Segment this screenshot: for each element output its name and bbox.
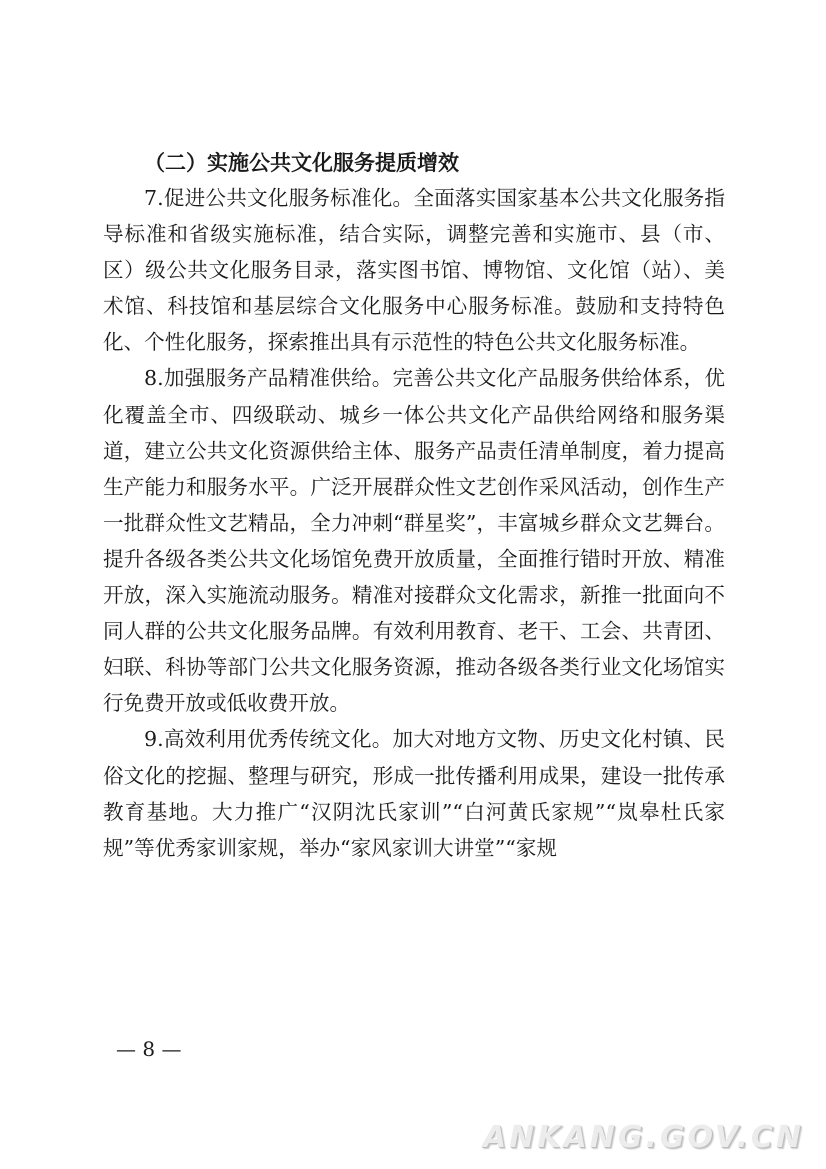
paragraph-7: 7.促进公共文化服务标准化。全面落实国家基本公共文化服务指导标准和省级实施标准，结合实际，调整完善和实施市、县（市、区）级公共文化服务目录，落实图书馆、博物馆、文化馆（站）、美术馆、科技馆和基层综合文化服务中心服务标准。鼓励和支持特色化、个性化服务，探索推出具有示范性的特色公共文化服务标准。 xyxy=(103,186,725,355)
paragraph-9: 9.高效利用优秀传统文化。加大对地方文物、历史文化村镇、民俗文化的挖掘、整理与研究，形成一批传播利用成果，建设一批传承教育基地。大力推广“汉阴沈氏家训”“白河黄氏家规”“岚皋杜氏家规”等优秀家训家规，举办“家风家训大讲堂”“家规 xyxy=(103,727,725,860)
document-body xyxy=(103,146,725,866)
site-watermark: ANKANG.GOV.CN xyxy=(482,1120,804,1155)
paragraph-8: 8.加强服务产品精准供给。完善公共文化产品服务供给体系，优化覆盖全市、四级联动、城乡一体公共文化产品供给网络和服务渠道，建立公共文化资源供给主体、服务产品责任清单制度，着力提高生产能力和服务水平。广泛开展群众性文艺创作采风活动，创作生产一批群众性文艺精品，全力冲刺“群星奖”，丰富城乡群众文艺舞台。提升各级各类公共文化场馆免费开放质量，全面推行错时开放、精准开放，深入实施流动服务。精准对接群众文化需求，新推一批面向不同人群的公共文化服务品牌。有效利用教育、老干、工会、共青团、妇联、科协等部门公共文化服务资源，推动各级各类行业文化场馆实行免费开放或低收费开放。 xyxy=(103,366,725,716)
section-heading: （二）实施公共文化服务提质增效 xyxy=(144,151,459,175)
page-number: — 8 — xyxy=(116,1037,182,1061)
